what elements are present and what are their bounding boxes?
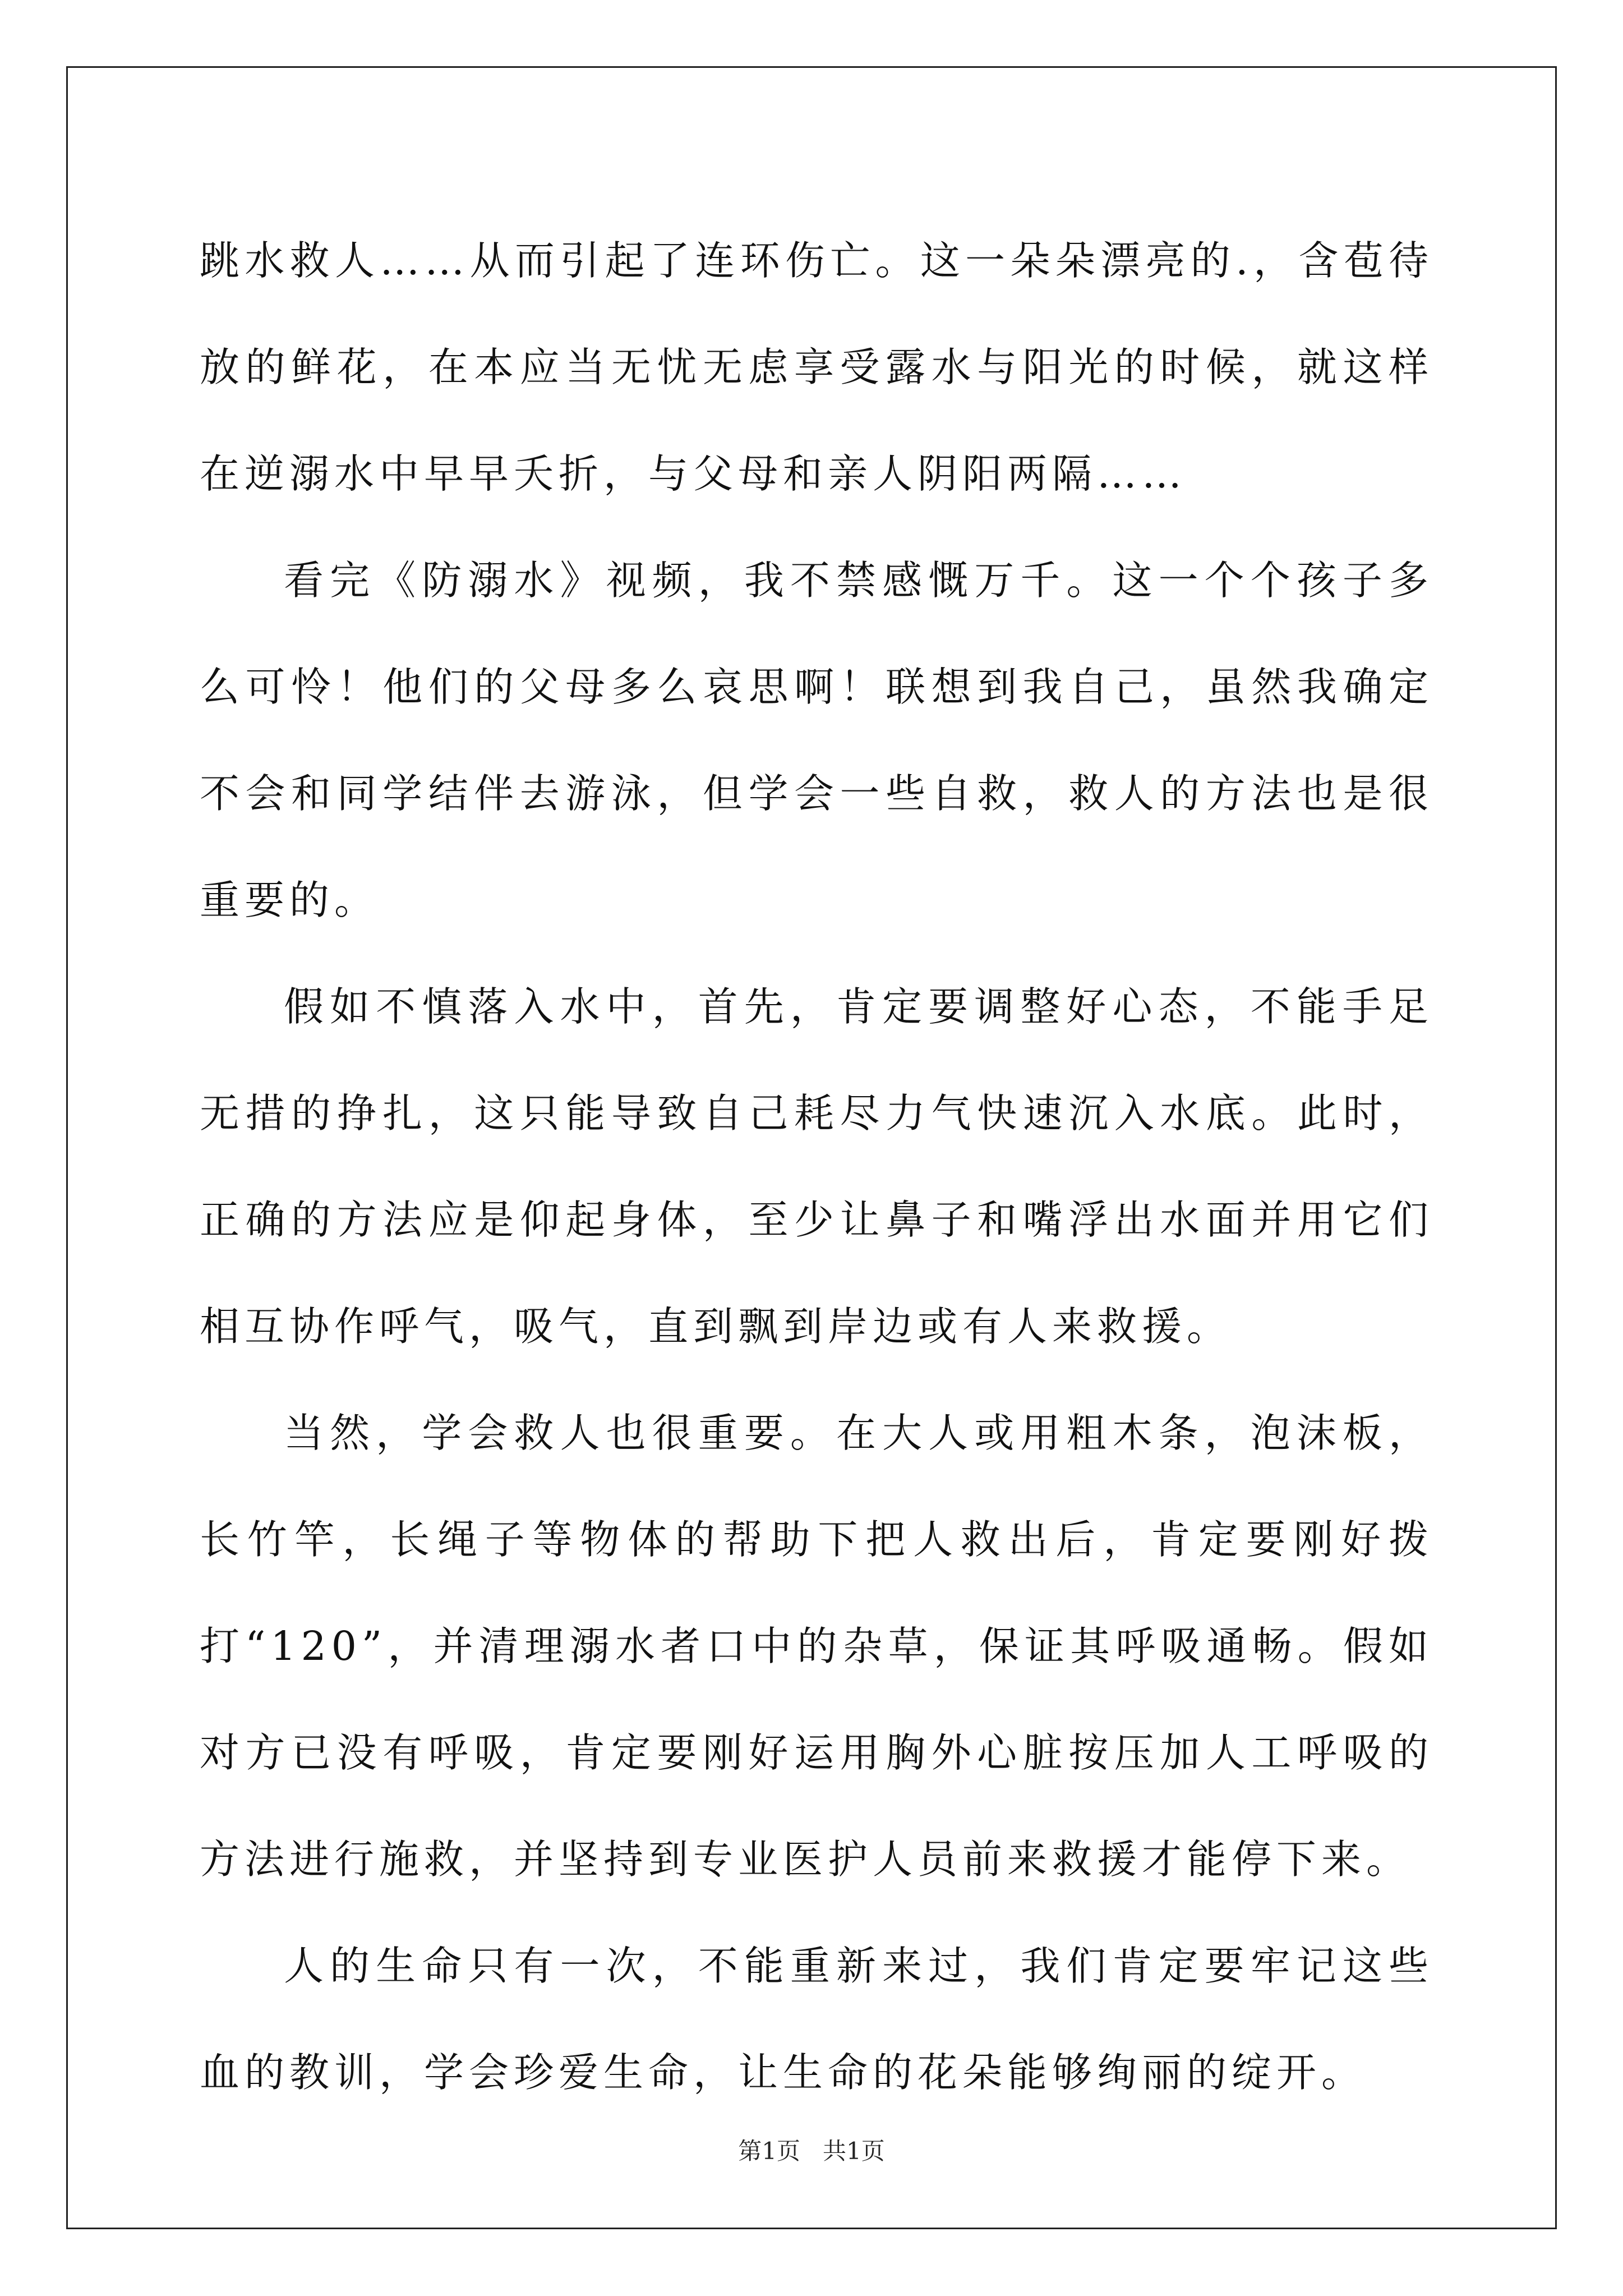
paragraph-5: 人的生命只有一次，不能重新来过，我们肯定要牢记这些血的教训，学会珍爱生命，让生命的花朵能够绚丽的绽开。 bbox=[200, 1943, 1433, 2096]
paragraph-3: 假如不慎落入水中，首先，肯定要调整好心态，不能手足无措的挣扎，这只能导致自己耗尽力气快速沉入水底。此时，正确的方法应是仰起身体，至少让鼻子和嘴浮出水面并用它们相互协作呼气，吸气，直到飘到岸边或有人来救援。 bbox=[200, 983, 1433, 1350]
page-total: 共1页 bbox=[823, 2137, 885, 2165]
document-body bbox=[200, 208, 1433, 2126]
paragraph-4: 当然，学会救人也很重要。在大人或用粗木条，泡沫板，长竹竿，长绳子等物体的帮助下把人救出后，肯定要刚好拨打“120”，并清理溺水者口中的杂草，保证其呼吸通畅。假如对方已没有呼吸，肯定要刚好运用胸外心脏按压加人工呼吸的方法进行施救，并坚持到专业医护人员前来救援才能停下来。 bbox=[200, 1410, 1433, 1883]
page-footer bbox=[0, 2134, 1623, 2168]
paragraph-2: 看完《防溺水》视频，我不禁感慨万千。这一个个孩子多么可怜！他们的父母多么哀思啊！联想到我自己，虽然我确定不会和同学结伴去游泳，但学会一些自救，救人的方法也是很重要的。 bbox=[200, 557, 1433, 923]
page-number: 第1页 bbox=[738, 2137, 800, 2165]
paragraph-1: 跳水救人……从而引起了连环伤亡。这一朵朵漂亮的.，含苞待放的鲜花，在本应当无忧无虑享受露水与阳光的时候，就这样在逆溺水中早早夭折，与父母和亲人阴阳两隔…… bbox=[200, 237, 1433, 497]
